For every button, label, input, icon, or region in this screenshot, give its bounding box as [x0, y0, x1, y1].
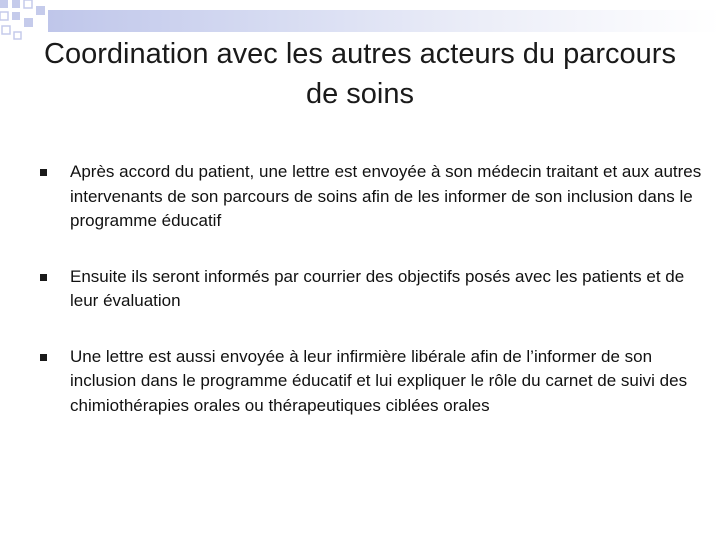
bullet-text: Une lettre est aussi envoyée à leur infirmière libérale afin de l’informer de son inclusion dans le programme éducatif et lui expliquer le rôle du carnet de suivi des chimiothérapies orales ou thérapeutiques ciblées orales [70, 346, 688, 415]
bullet-text: Ensuite ils seront informés par courrier des objectifs posés avec les patients et de leur évaluation [70, 266, 685, 310]
bullet-item [38, 265, 714, 314]
square-bullet-icon [40, 354, 47, 361]
bullet-text: Après accord du patient, une lettre est envoyée à son médecin traitant et aux autres intervenants de son parcours de soins afin de les informer de son inclusion dans le programme éducatif [70, 162, 702, 230]
bullet-item [38, 345, 714, 419]
bullet-list [38, 160, 714, 418]
slide-title: Coordination avec les autres acteurs du parcours de soins [44, 38, 676, 110]
header-accent-band [48, 10, 720, 32]
square-bullet-icon [40, 169, 47, 176]
bullet-item [38, 160, 714, 234]
square-bullet-icon [40, 274, 47, 281]
